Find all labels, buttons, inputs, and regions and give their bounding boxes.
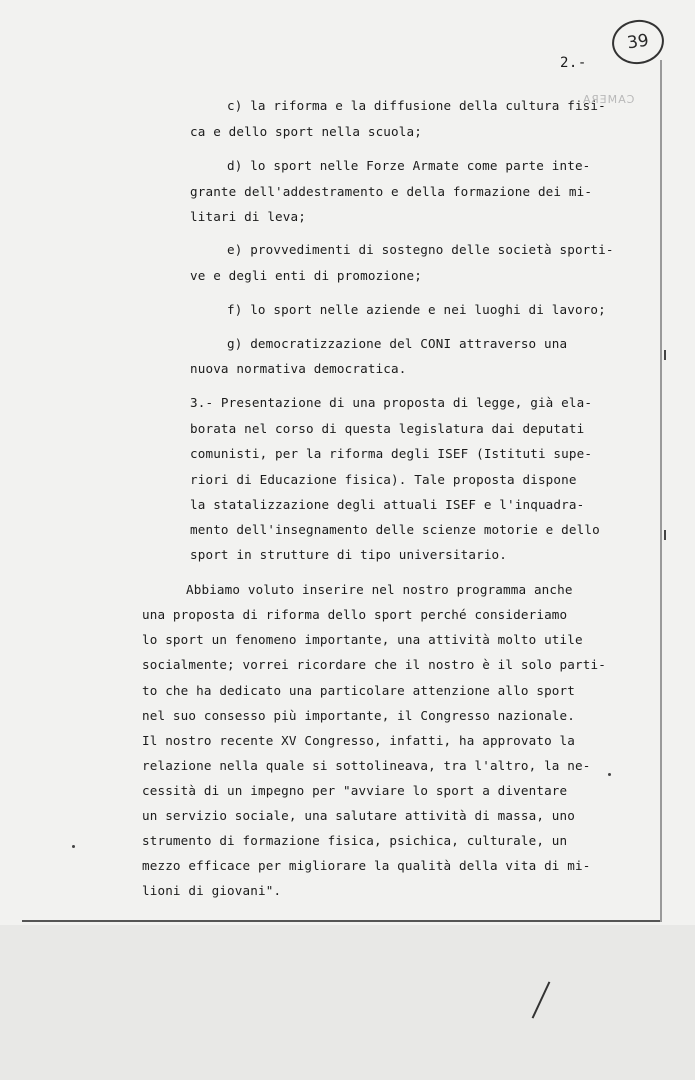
text-line: 3.- Presentazione di una proposta di legge, già ela- xyxy=(190,395,593,410)
text-line: d) lo sport nelle Forze Armate come parte inte- xyxy=(227,158,591,173)
scan-mark xyxy=(72,845,75,848)
page-stamp: 39 xyxy=(609,17,667,68)
text-line: lo sport un fenomeno importante, una attività molto utile xyxy=(142,632,583,647)
text-line: grante dell'addestramento e della formazione dei mi- xyxy=(190,184,593,199)
faint-stamp: CAMERA xyxy=(582,93,635,106)
text-line: strumento di formazione fisica, psichica, culturale, un xyxy=(142,833,568,848)
scan-mark xyxy=(608,773,611,776)
text-line: Il nostro recente XV Congresso, infatti, ha approvato la xyxy=(142,733,575,748)
text-line: cessità di un impegno per "avviare lo sport a diventare xyxy=(142,783,568,798)
text-line: e) provvedimenti di sostegno delle società sporti- xyxy=(227,242,614,257)
text-line: un servizio sociale, una salutare attività di massa, uno xyxy=(142,808,575,823)
sheet-right-edge xyxy=(660,60,662,922)
text-line: comunisti, per la riforma degli ISEF (Istituti supe- xyxy=(190,446,593,461)
text-line: Abbiamo voluto inserire nel nostro programma anche xyxy=(186,582,573,597)
page-number: 2.- xyxy=(560,55,587,71)
text-line: nuova normativa democratica. xyxy=(190,361,407,376)
text-line: relazione nella quale si sottolineava, tra l'altro, la ne- xyxy=(142,758,591,773)
sheet-bottom-edge xyxy=(22,920,662,922)
scan-mark xyxy=(664,350,666,360)
text-line: una proposta di riforma dello sport perché consideriamo xyxy=(142,607,568,622)
text-line: nel suo consesso più importante, il Congresso nazionale. xyxy=(142,708,575,723)
text-line: socialmente; vorrei ricordare che il nostro è il solo parti- xyxy=(142,657,606,672)
text-line: riori di Educazione fisica). Tale proposta dispone xyxy=(190,472,577,487)
text-line: lioni di giovani". xyxy=(142,883,282,898)
text-line: la statalizzazione degli attuali ISEF e l'inquadra- xyxy=(190,497,585,512)
scan-lower-strip xyxy=(0,925,695,1080)
scan-mark xyxy=(664,530,666,540)
text-line: to che ha dedicato una particolare attenzione allo sport xyxy=(142,683,575,698)
text-line: sport in strutture di tipo universitario. xyxy=(190,547,508,562)
text-line: mezzo efficace per migliorare la qualità della vita di mi- xyxy=(142,858,591,873)
text-line: g) democratizzazione del CONI attraverso una xyxy=(227,336,568,351)
text-line: litari di leva; xyxy=(190,209,306,224)
text-line: borata nel corso di questa legislatura dai deputati xyxy=(190,421,585,436)
text-line: ca e dello sport nella scuola; xyxy=(190,124,422,139)
text-line: mento dell'insegnamento delle scienze motorie e dello xyxy=(190,522,600,537)
text-line: ve e degli enti di promozione; xyxy=(190,268,422,283)
text-line: f) lo sport nelle aziende e nei luoghi di lavoro; xyxy=(227,302,606,317)
text-line: c) la riforma e la diffusione della cultura fisi- xyxy=(227,98,606,113)
